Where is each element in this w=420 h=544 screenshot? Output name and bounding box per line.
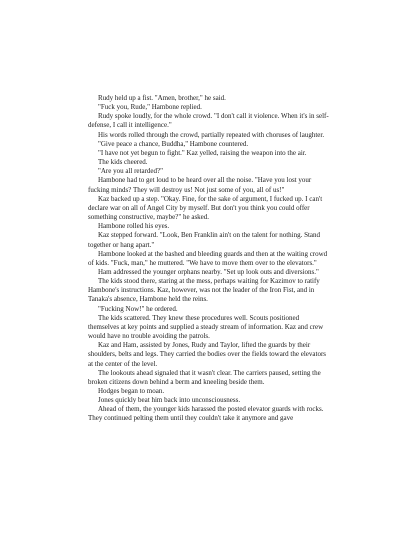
paragraph-3: Rudy spoke loudly, for the whole crowd. "I don't call it violence. When it's in self-defense, I call it intelligence."	[88, 112, 329, 130]
paragraph-7: The kids cheered.	[98, 158, 148, 167]
paragraph-20: Hodges began to moan.	[98, 387, 165, 395]
paragraph-16: "Fucking Now!" he ordered.	[98, 304, 178, 313]
paragraph-10: Kaz backed up a step. "Okay. Fine, for the sake of argument, I fucked up. I can't declare war on all of Angel City by myself. But don't you think you could offer something constructive, maybe?" he asked.	[88, 194, 323, 222]
paragraph-1: Rudy held up a fist. "Amen, brother," he said.	[98, 94, 226, 102]
paragraph-6: "I have not yet begun to fight." Kaz yelled, raising the weapon into the air.	[98, 148, 307, 157]
paragraph-8: "Are you all retarded?"	[98, 167, 163, 176]
paragraph-2: "Fuck you, Rude," Hambone replied.	[98, 103, 202, 112]
paragraph-9: Hambone had to get loud to be heard over all the noise. "Have you lost your fucking minds? They will destroy us! Not just some of you, all of us!"	[88, 176, 312, 194]
paragraph-17: The kids scattered. They knew these procedures well. Scouts positioned themselves at key points and supplied a steady stream of information. Kaz and crew would have no trouble avoiding the patrols.	[88, 313, 324, 341]
paragraph-4: His words rolled through the crowd, partially repeated with choruses of laughter.	[98, 130, 325, 139]
body-text	[88, 94, 330, 424]
paragraph-12: Kaz stepped forward. "Look, Ben Franklin ain't on the talent for nothing. Stand together or hang apart."	[88, 231, 321, 249]
paragraph-11: Hambone rolled his eyes.	[98, 222, 170, 231]
paragraph-14: Ham addressed the younger orphans nearby. "Set up look outs and diversions."	[98, 267, 319, 276]
paragraph-13: Hambone looked at the bashed and bleeding guards and then at the waiting crowd of kids. "Fuck, man," he muttered. "We have to move them over to the elevators."	[88, 249, 328, 267]
paragraph-18: Kaz and Ham, assisted by Jones, Rudy and Taylor, lifted the guards by their shoulders, belts and legs. They carried the bodies over the fields toward the elevators at the center of the level.	[88, 341, 326, 368]
paragraph-5: "Give peace a chance, Buddha," Hambone countered.	[98, 139, 249, 148]
paragraph-22: Ahead of them, the younger kids harassed the posted elevator guards with rocks. They continued pelting them until they couldn't take it anymore and gave	[88, 405, 324, 423]
paragraph-19: The lookouts ahead signaled that it wasn't clear. The carriers paused, setting the broken citizens down behind a berm and kneeling beside them.	[88, 368, 321, 386]
paragraph-15: The kids stood there, staring at the mess, perhaps waiting for Kazimov to ratify Hambone's instructions. Kaz, however, was not the leader of the Iron Fist, and in Tanaka's absence, Hambone held the reins.	[88, 277, 320, 304]
paragraph-21: Jones quickly beat him back into unconsciousness.	[98, 396, 241, 405]
